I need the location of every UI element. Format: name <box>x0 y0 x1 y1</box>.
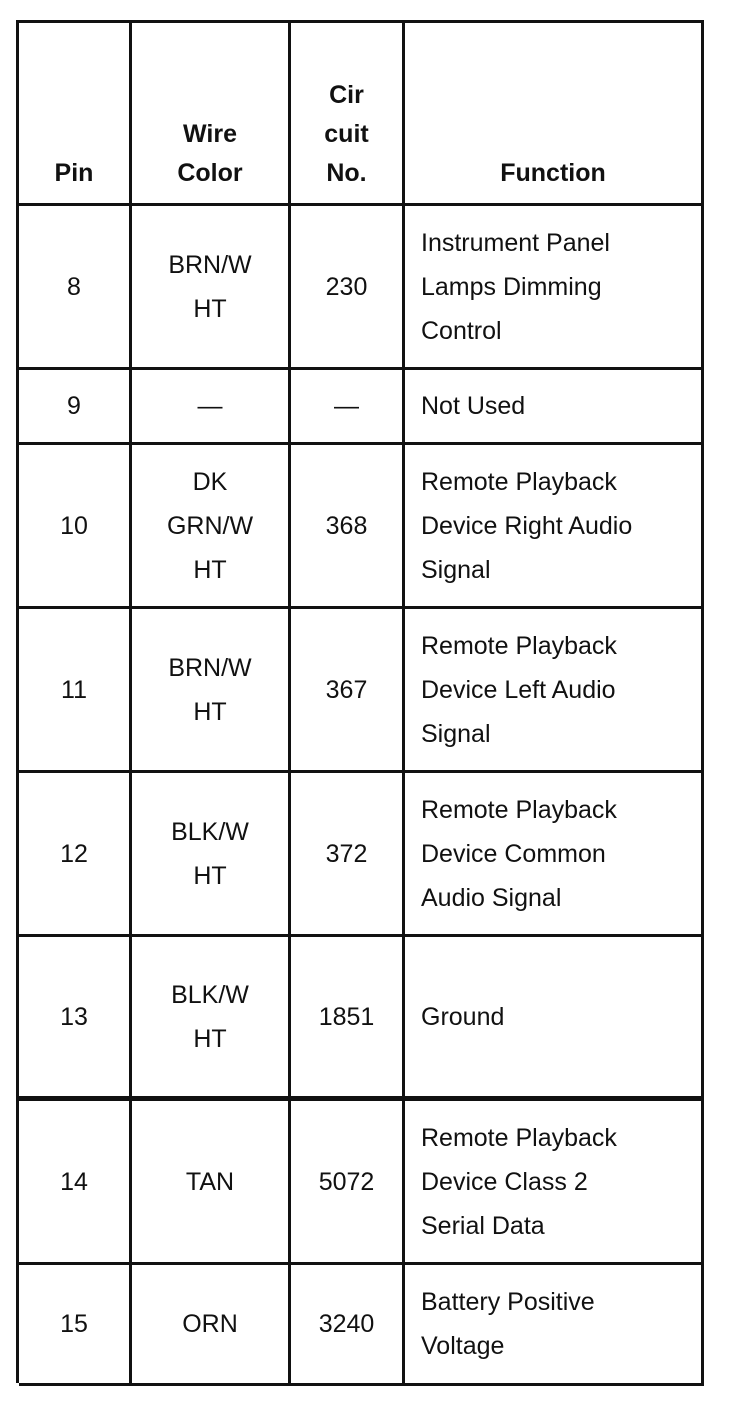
table-row <box>19 609 704 773</box>
circuit-no-value: 372 <box>325 839 368 868</box>
wire-color-value: TAN <box>185 1167 235 1196</box>
pin-value: 15 <box>60 1310 88 1338</box>
cell-circuit-no <box>291 937 405 1096</box>
cell-wire-color <box>132 1265 291 1383</box>
pin-value: 11 <box>61 675 87 704</box>
circuit-no-value: 230 <box>325 272 368 301</box>
connector-pin-table <box>16 20 704 1383</box>
table-header-row <box>19 23 704 206</box>
cell-circuit-no <box>291 609 405 770</box>
cell-function <box>405 1101 704 1262</box>
pin-value: 9 <box>67 392 81 420</box>
wire-color-value: — <box>197 392 223 420</box>
function-value: Not Used <box>421 392 526 420</box>
cell-circuit-no <box>291 1101 405 1262</box>
wire-color-value: ORN <box>182 1310 238 1338</box>
cell-circuit-no <box>291 773 405 934</box>
header-circuit-no-label: Cir cuit No. <box>324 81 369 187</box>
table-row <box>19 773 704 937</box>
cell-pin <box>19 1101 132 1262</box>
cell-circuit-no <box>291 1265 405 1383</box>
pin-value: 13 <box>60 1002 88 1031</box>
cell-wire-color <box>132 1101 291 1262</box>
cell-wire-color <box>132 937 291 1096</box>
cell-function <box>405 773 704 934</box>
table-row <box>19 206 704 370</box>
circuit-no-value: 367 <box>325 675 368 704</box>
wire-color-value: BRN/W HT <box>168 653 252 726</box>
cell-wire-color <box>132 773 291 934</box>
table-row <box>19 937 704 1101</box>
pin-value: 8 <box>67 272 81 301</box>
cell-wire-color <box>132 609 291 770</box>
circuit-no-value: 1851 <box>318 1002 375 1031</box>
circuit-no-value: 368 <box>325 511 368 540</box>
header-pin <box>19 23 132 203</box>
function-value: Ground <box>421 1002 505 1031</box>
pin-value: 14 <box>60 1167 88 1196</box>
table-row <box>19 445 704 609</box>
cell-wire-color <box>132 206 291 367</box>
circuit-no-value: — <box>334 392 359 420</box>
cell-wire-color <box>132 370 291 442</box>
pin-value: 10 <box>60 511 88 540</box>
table-row <box>19 1101 704 1265</box>
wire-color-value: DK GRN/W HT <box>166 467 254 584</box>
cell-pin <box>19 1265 132 1383</box>
header-wire-color <box>132 23 291 203</box>
cell-circuit-no <box>291 370 405 442</box>
wire-color-value: BRN/W HT <box>168 250 252 323</box>
cell-pin <box>19 445 132 606</box>
cell-function <box>405 445 704 606</box>
function-value: Instrument Panel Lamps Dimming Control <box>421 228 610 345</box>
cell-pin <box>19 206 132 367</box>
cell-wire-color <box>132 445 291 606</box>
header-wire-color-label: Wire Color <box>177 120 243 187</box>
function-value: Remote Playback Device Class 2 Serial Data <box>421 1123 617 1240</box>
function-value: Remote Playback Device Right Audio Signal <box>421 467 633 584</box>
header-circuit-no <box>291 23 405 203</box>
cell-circuit-no <box>291 206 405 367</box>
function-value: Remote Playback Device Left Audio Signal <box>421 631 617 748</box>
cell-function <box>405 937 704 1096</box>
cell-function <box>405 206 704 367</box>
table-row <box>19 1265 704 1386</box>
header-function <box>405 23 704 203</box>
function-value: Battery Positive Voltage <box>421 1288 595 1360</box>
header-pin-label: Pin <box>54 159 94 187</box>
function-value: Remote Playback Device Common Audio Signal <box>421 795 617 912</box>
cell-circuit-no <box>291 445 405 606</box>
wire-color-value: BLK/W HT <box>171 980 249 1053</box>
pin-value: 12 <box>60 839 88 868</box>
table-row <box>19 370 704 445</box>
header-function-label: Function <box>500 159 606 187</box>
circuit-no-value: 5072 <box>318 1167 375 1196</box>
cell-pin <box>19 773 132 934</box>
cell-function <box>405 609 704 770</box>
cell-pin <box>19 937 132 1096</box>
cell-pin <box>19 370 132 442</box>
cell-function <box>405 1265 704 1383</box>
wire-color-value: BLK/W HT <box>171 817 249 890</box>
cell-function <box>405 370 704 442</box>
cell-pin <box>19 609 132 770</box>
circuit-no-value: 3240 <box>318 1310 375 1338</box>
